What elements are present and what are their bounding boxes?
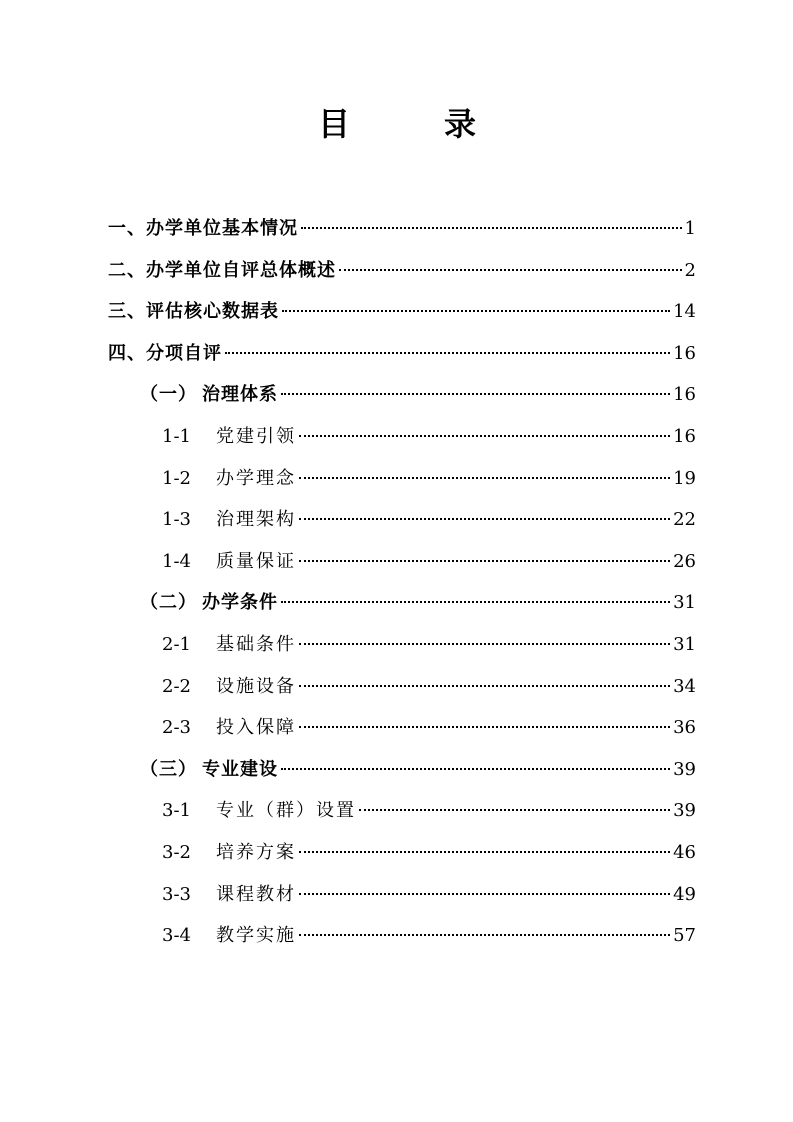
- toc-entry[interactable]: [108, 749, 696, 791]
- dot-leader: [299, 685, 670, 687]
- toc-entry-label: [162, 666, 296, 708]
- toc-entry[interactable]: [108, 374, 696, 416]
- toc-entry[interactable]: [108, 291, 696, 333]
- toc-page-number: 16: [673, 425, 696, 447]
- toc-entry-label: [162, 499, 296, 541]
- dot-leader: [299, 560, 670, 562]
- toc-entry[interactable]: [108, 790, 696, 832]
- toc-entry-number: 1-1: [162, 425, 191, 447]
- toc-entry-number: 2-3: [162, 717, 191, 739]
- toc-entry-number: （一）: [140, 384, 197, 406]
- toc-page-number: 16: [673, 384, 696, 406]
- toc-entry[interactable]: [108, 250, 696, 292]
- toc-page-number: 19: [673, 467, 696, 489]
- toc-title: [0, 100, 793, 150]
- toc-entry-number: 1-2: [162, 467, 191, 489]
- toc-entry-text: 一、办学单位基本情况: [108, 218, 298, 239]
- toc-page-number: 2: [684, 259, 696, 281]
- dot-leader: [339, 269, 682, 271]
- toc-entry-number: 2-2: [162, 675, 191, 697]
- toc-page-number: 39: [673, 800, 696, 822]
- toc-entry[interactable]: [108, 624, 696, 666]
- toc-entry-text: 办学条件: [202, 592, 278, 614]
- toc-page-number: 26: [673, 550, 696, 572]
- toc-entry-text: 设施设备: [216, 675, 296, 697]
- toc-page-number: 22: [673, 509, 696, 531]
- toc-entry[interactable]: [108, 582, 696, 624]
- toc-entry[interactable]: [108, 541, 696, 583]
- dot-leader: [299, 643, 670, 645]
- dot-leader: [299, 851, 670, 853]
- toc-entry[interactable]: [108, 707, 696, 749]
- toc-entry-label: [162, 832, 296, 874]
- toc-entry-text: 课程教材: [216, 883, 296, 905]
- toc-entry-number: 1-3: [162, 509, 191, 531]
- toc-entry-label: [140, 374, 278, 416]
- toc-page-number: 39: [673, 758, 696, 780]
- toc-entry-label: [162, 541, 296, 583]
- toc-entry[interactable]: [108, 416, 696, 458]
- dot-leader: [299, 726, 670, 728]
- toc-entry[interactable]: [108, 499, 696, 541]
- toc-entry-text: 三、评估核心数据表: [108, 301, 279, 323]
- toc-entry[interactable]: [108, 208, 696, 250]
- toc-entry-text: 专业（群）设置: [216, 800, 356, 822]
- toc-entry-label: [162, 624, 296, 666]
- toc-page-number: 49: [673, 883, 696, 905]
- toc-entry-label: [140, 749, 278, 791]
- toc-page-number: 16: [673, 342, 696, 364]
- dot-leader: [281, 768, 670, 770]
- toc-entry-text: 投入保障: [216, 717, 296, 739]
- dot-leader: [299, 518, 670, 520]
- toc-entry[interactable]: [108, 915, 696, 957]
- toc-entry-label: [162, 915, 296, 957]
- toc-entry-text: 质量保证: [216, 550, 296, 572]
- toc-entry-number: （二）: [140, 592, 197, 614]
- toc-entry-text: 基础条件: [216, 633, 296, 655]
- toc-entry-number: 2-1: [162, 633, 191, 655]
- dot-leader: [281, 601, 670, 603]
- toc-entry-label: [140, 582, 278, 624]
- toc-entry-number: 3-4: [162, 925, 191, 947]
- toc-page-number: 14: [673, 301, 696, 323]
- toc-entry-text: 办学理念: [216, 467, 296, 489]
- toc-entry-label: [162, 790, 356, 832]
- dot-leader: [299, 934, 670, 936]
- toc-entry-text: 教学实施: [216, 925, 296, 947]
- toc-entry-label: [162, 458, 296, 500]
- dot-leader: [299, 477, 670, 479]
- table-of-contents: [108, 208, 696, 957]
- dot-leader: [282, 310, 670, 312]
- toc-entry-text: 二、办学单位自评总体概述: [108, 259, 336, 281]
- dot-leader: [299, 893, 670, 895]
- toc-entry[interactable]: [108, 333, 696, 375]
- toc-entry-text: 四、分项自评: [108, 342, 222, 364]
- toc-entry-text: 党建引领: [216, 425, 296, 447]
- toc-entry-label: [162, 416, 296, 458]
- toc-entry-number: 3-3: [162, 883, 191, 905]
- toc-entry-number: 3-2: [162, 841, 191, 863]
- dot-leader: [225, 352, 670, 354]
- toc-page-number: 31: [673, 592, 696, 614]
- dot-leader: [299, 435, 670, 437]
- dot-leader: [301, 227, 682, 229]
- toc-page-number: 36: [673, 717, 696, 739]
- toc-entry[interactable]: [108, 666, 696, 708]
- toc-entry-text: 治理体系: [202, 384, 278, 406]
- toc-title-char-2: 录: [444, 105, 477, 143]
- toc-entry-number: （三）: [140, 758, 197, 780]
- toc-page-number: 31: [673, 633, 696, 655]
- toc-entry-text: 专业建设: [202, 758, 278, 780]
- toc-entry-label: [162, 707, 296, 749]
- dot-leader: [281, 393, 670, 395]
- toc-page-number: 1: [684, 218, 696, 239]
- toc-entry[interactable]: [108, 458, 696, 500]
- toc-entry[interactable]: [108, 874, 696, 916]
- toc-entry-text: 治理架构: [216, 509, 296, 531]
- toc-entry-number: 3-1: [162, 800, 191, 822]
- toc-page-number: 34: [673, 675, 696, 697]
- toc-entry[interactable]: [108, 832, 696, 874]
- dot-leader: [359, 809, 670, 811]
- toc-title-char-1: 目: [318, 105, 351, 143]
- toc-entry-text: 培养方案: [216, 841, 296, 863]
- toc-entry-number: 1-4: [162, 550, 191, 572]
- toc-page-number: 46: [673, 841, 696, 863]
- toc-page-number: 57: [673, 925, 696, 947]
- toc-entry-label: [162, 874, 296, 916]
